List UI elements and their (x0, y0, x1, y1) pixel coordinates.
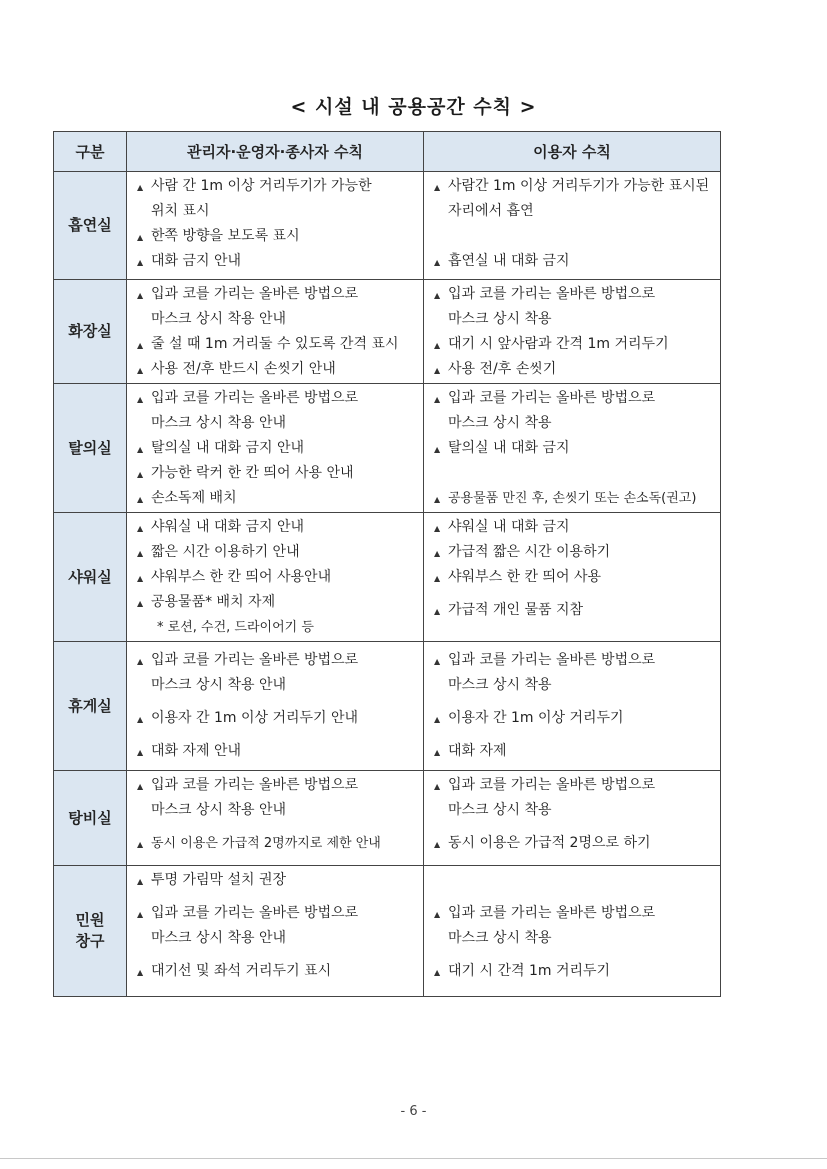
bullet-triangle-icon: ▲ (434, 715, 441, 724)
bullet-triangle-icon: ▲ (434, 748, 441, 757)
divider (0, 1158, 827, 1159)
list-item: ▲ 흡연실 내 대화 금지 (434, 249, 716, 274)
header-category: 구분 (54, 132, 127, 172)
list-item-spacer (434, 868, 716, 893)
row-category: 샤워실 (54, 513, 127, 642)
bullet-triangle-icon: ▲ (434, 258, 441, 267)
list-item: 마스크 상시 착용 안내 (151, 415, 287, 431)
list-item: ▲ 손소독제 배치 (137, 486, 419, 511)
list-item: ▲ 가능한 락커 한 칸 띄어 사용 안내 (137, 461, 419, 486)
list-item: ▲ 사용 전/후 손씻기 (434, 357, 716, 382)
table-row (54, 513, 721, 642)
user-rules-cell (424, 866, 721, 997)
list-item: ▲ 사람 간 1m 이상 거리두기가 가능한 (137, 174, 419, 199)
row-category: 화장실 (54, 280, 127, 384)
manager-rules-cell (127, 513, 424, 642)
list-item: ▲ 대기선 및 좌석 거리두기 표시 (137, 959, 419, 984)
list-item: ▲ 공용물품* 배치 자제 (137, 590, 419, 615)
bullet-triangle-icon: ▲ (434, 782, 441, 791)
footnote: * 로션, 수건, 드라이어기 등 (157, 620, 314, 635)
list-item: ▲ 입과 코를 가리는 올바른 방법으로 (137, 282, 419, 307)
list-item: 마스크 상시 착용 (448, 311, 552, 327)
list-item: ▲ 대화 자제 (434, 739, 716, 764)
list-item: ▲ 이용자 간 1m 이상 거리두기 (434, 706, 716, 731)
list-item: 위치 표시 (151, 203, 210, 219)
bullet-triangle-icon: ▲ (137, 470, 144, 479)
list-item: ▲ 입과 코를 가리는 올바른 방법으로 (137, 901, 419, 926)
row-category (54, 866, 127, 997)
page-title: < 시설 내 공용공간 수칙 > (290, 96, 537, 118)
spacer (137, 698, 419, 706)
bullet-triangle-icon: ▲ (137, 574, 144, 583)
list-item: ▲ 입과 코를 가리는 올바른 방법으로 (137, 386, 419, 411)
list-item: ▲ 가급적 개인 물품 지참 (434, 598, 716, 623)
table-row (54, 384, 721, 513)
bullet-triangle-icon: ▲ (434, 968, 441, 977)
row-category: 탈의실 (54, 384, 127, 513)
list-item: 마스크 상시 착용 (448, 930, 552, 946)
bullet-triangle-icon: ▲ (434, 910, 441, 919)
list-item: ▲ 사람간 1m 이상 거리두기가 가능한 표시된 (434, 174, 716, 199)
list-item: 마스크 상시 착용 (448, 802, 552, 818)
list-item-spacer (434, 461, 716, 486)
manager-rules-cell (127, 771, 424, 866)
row-category: 탕비실 (54, 771, 127, 866)
spacer (434, 823, 716, 831)
list-item: 마스크 상시 착용 안내 (151, 677, 287, 693)
list-item: ▲ 입과 코를 가리는 올바른 방법으로 (434, 901, 716, 926)
list-item: ▲ 입과 코를 가리는 올바른 방법으로 (137, 773, 419, 798)
list-item: ▲ 짧은 시간 이용하기 안내 (137, 540, 419, 565)
spacer (434, 590, 716, 598)
bullet-triangle-icon: ▲ (137, 715, 144, 724)
bullet-triangle-icon: ▲ (137, 599, 144, 608)
spacer (434, 698, 716, 706)
bullet-triangle-icon: ▲ (137, 877, 144, 886)
bullet-triangle-icon: ▲ (137, 748, 144, 757)
list-item: 마스크 상시 착용 (448, 415, 552, 431)
bullet-triangle-icon: ▲ (434, 183, 441, 192)
list-item: ▲ 동시 이용은 가급적 2명으로 하기 (434, 831, 716, 856)
bullet-triangle-icon: ▲ (434, 657, 441, 666)
user-rules-cell (424, 172, 721, 280)
bullet-triangle-icon: ▲ (137, 657, 144, 666)
user-rules-cell (424, 642, 721, 771)
list-item: ▲ 공용물품 만진 후, 손씻기 또는 손소독(권고) (434, 486, 716, 511)
manager-rules-cell (127, 280, 424, 384)
list-item: ▲ 입과 코를 가리는 올바른 방법으로 (434, 386, 716, 411)
bullet-triangle-icon: ▲ (434, 445, 441, 454)
list-item: 자리에서 흡연 (448, 203, 534, 219)
table-header-row (54, 132, 721, 172)
bullet-triangle-icon: ▲ (434, 366, 441, 375)
bullet-triangle-icon: ▲ (434, 549, 441, 558)
list-item: ▲ 대기 시 간격 1m 거리두기 (434, 959, 716, 984)
table-row (54, 866, 721, 997)
list-item: ▲ 입과 코를 가리는 올바른 방법으로 (434, 648, 716, 673)
row-category: 흡연실 (54, 172, 127, 280)
rules-table (53, 131, 721, 997)
bullet-triangle-icon: ▲ (137, 445, 144, 454)
table-row (54, 642, 721, 771)
list-item: ▲ 동시 이용은 가급적 2명까지로 제한 안내 (137, 831, 419, 856)
list-item: ▲ 대기 시 앞사람과 간격 1m 거리두기 (434, 332, 716, 357)
table-row (54, 280, 721, 384)
list-item: ▲ 투명 가림막 설치 권장 (137, 868, 419, 893)
user-rules-cell (424, 384, 721, 513)
list-item: 마스크 상시 착용 안내 (151, 311, 287, 327)
bullet-triangle-icon: ▲ (137, 258, 144, 267)
bullet-triangle-icon: ▲ (137, 840, 144, 849)
list-item-spacer (434, 224, 716, 249)
bullet-triangle-icon: ▲ (137, 910, 144, 919)
bullet-triangle-icon: ▲ (137, 341, 144, 350)
bullet-triangle-icon: ▲ (434, 840, 441, 849)
list-item: ▲ 샤워부스 한 칸 띄어 사용 (434, 565, 716, 590)
bullet-triangle-icon: ▲ (434, 524, 441, 533)
list-item: ▲ 대화 자제 안내 (137, 739, 419, 764)
manager-rules-cell (127, 384, 424, 513)
list-item: 마스크 상시 착용 (448, 677, 552, 693)
manager-rules-cell (127, 172, 424, 280)
user-rules-cell (424, 771, 721, 866)
list-item: ▲ 탈의실 내 대화 금지 안내 (137, 436, 419, 461)
table-row (54, 172, 721, 280)
bullet-triangle-icon: ▲ (137, 366, 144, 375)
list-item: ▲ 가급적 짧은 시간 이용하기 (434, 540, 716, 565)
row-category-line1: 민원 (75, 911, 105, 929)
spacer (434, 731, 716, 739)
list-item: ▲ 입과 코를 가리는 올바른 방법으로 (434, 773, 716, 798)
list-item: 마스크 상시 착용 안내 (151, 802, 287, 818)
spacer (137, 731, 419, 739)
spacer (137, 951, 419, 959)
list-item: ▲ 줄 설 때 1m 거리둘 수 있도록 간격 표시 (137, 332, 419, 357)
list-item: 마스크 상시 착용 안내 (151, 930, 287, 946)
list-item: ▲ 이용자 간 1m 이상 거리두기 안내 (137, 706, 419, 731)
bullet-triangle-icon: ▲ (434, 395, 441, 404)
row-category: 휴게실 (54, 642, 127, 771)
bullet-triangle-icon: ▲ (434, 574, 441, 583)
list-item: ▲ 대화 금지 안내 (137, 249, 419, 274)
spacer (137, 893, 419, 901)
list-item: ▲ 입과 코를 가리는 올바른 방법으로 (434, 282, 716, 307)
spacer (137, 823, 419, 831)
bullet-triangle-icon: ▲ (137, 395, 144, 404)
table-row (54, 771, 721, 866)
bullet-triangle-icon: ▲ (137, 291, 144, 300)
list-item: ▲ 탈의실 내 대화 금지 (434, 436, 716, 461)
list-item: ▲ 샤워부스 한 칸 띄어 사용안내 (137, 565, 419, 590)
list-item: ▲ 샤워실 내 대화 금지 안내 (137, 515, 419, 540)
bullet-triangle-icon: ▲ (434, 341, 441, 350)
row-category-line2: 창구 (75, 932, 105, 950)
bullet-triangle-icon: ▲ (137, 782, 144, 791)
bullet-triangle-icon: ▲ (137, 524, 144, 533)
bullet-triangle-icon: ▲ (434, 495, 441, 504)
list-item: ▲ 한쪽 방향을 보도록 표시 (137, 224, 419, 249)
bullet-triangle-icon: ▲ (137, 549, 144, 558)
list-item: ▲ 샤워실 내 대화 금지 (434, 515, 716, 540)
bullet-triangle-icon: ▲ (137, 233, 144, 242)
bullet-triangle-icon: ▲ (137, 495, 144, 504)
list-item: ▲ 사용 전/후 반드시 손씻기 안내 (137, 357, 419, 382)
bullet-triangle-icon: ▲ (434, 291, 441, 300)
list-item: ▲ 입과 코를 가리는 올바른 방법으로 (137, 648, 419, 673)
page-number: - 6 - (400, 1104, 427, 1119)
manager-rules-cell (127, 642, 424, 771)
header-manager-rules: 관리자·운영자·종사자 수칙 (127, 132, 424, 172)
user-rules-cell (424, 280, 721, 384)
user-rules-cell (424, 513, 721, 642)
spacer (434, 951, 716, 959)
bullet-triangle-icon: ▲ (434, 607, 441, 616)
header-user-rules: 이용자 수칙 (424, 132, 721, 172)
bullet-triangle-icon: ▲ (137, 183, 144, 192)
manager-rules-cell (127, 866, 424, 997)
spacer (434, 893, 716, 901)
bullet-triangle-icon: ▲ (137, 968, 144, 977)
